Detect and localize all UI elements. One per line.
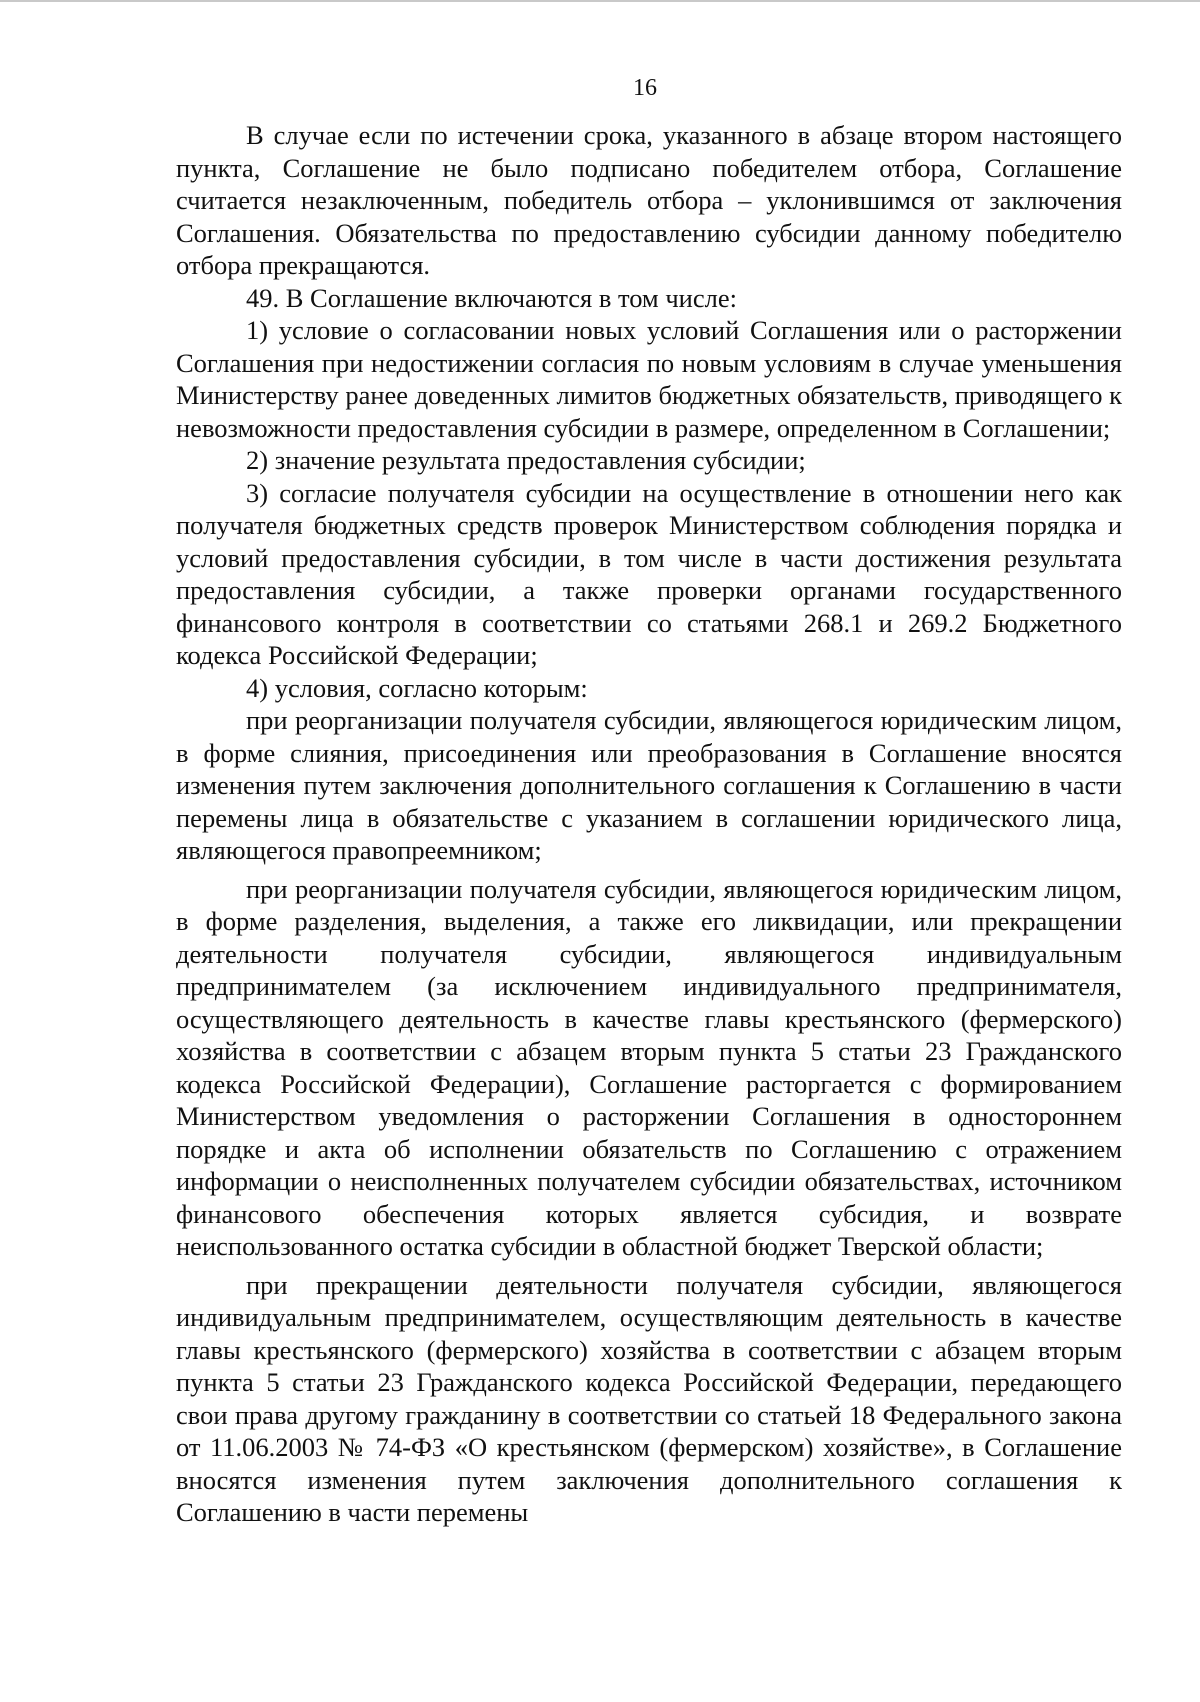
paragraph-item-1: 1) условие о согласовании новых условий Соглашения или о расторжении Соглашения при недостижении согласия по новым условиям в случае уменьшения Министерству ранее доведенных лимитов бюджетных обязательств, приводящего к невозможности предоставления субсидии в размере, определенном в Соглашении;: [176, 315, 1122, 443]
paragraph-item-3: 3) согласие получателя субсидии на осуществление в отношении него как получателя бюджетных средств проверок Министерством соблюдения порядка и условий предоставления субсидии, в том числе в части достижения результата предоставления субсидии, а также проверки органами государственного финансового контроля в соответствии со статьями 268.1 и 269.2 Бюджетного кодекса Российской Федерации;: [176, 477, 1122, 670]
scan-top-edge: [0, 0, 1200, 2]
page-number: 16: [633, 75, 657, 101]
paragraph-clause-49: 49. В Соглашение включаются в том числе:: [246, 282, 737, 313]
paragraph-reorganization-merger: при реорганизации получателя субсидии, являющегося юридическим лицом, в форме слияния, присоединения или преобразования в Соглашение вносятся изменения путем заключения дополнительного соглашения к Соглашению в части перемены лица в обязательстве с указанием в соглашении юридического лица, являющегося правопреемником;: [176, 705, 1122, 865]
document-body: [176, 119, 1122, 1529]
paragraph-item-2: 2) значение результата предоставления субсидии;: [246, 445, 806, 475]
paragraph-reorganization-division: при реорганизации получателя субсидии, являющегося юридическим лицом, в форме разделения, выделения, а также его ликвидации, или прекращении деятельности получателя субсидии, являющегося индивидуальным предпринимателем (за исключением индивидуального предпринимателя, осуществляющего деятельность в качестве главы крестьянского (фермерского) хозяйства в соответствии с абзацем вторым пункта 5 статьи 23 Гражданского кодекса Российской Федерации), Соглашение расторгается с формированием Министерством уведомления о расторжении Соглашения в одностороннем порядке и акта об исполнении обязательств по Соглашению с отражением информации о неисполненных получателем субсидии обязательствах, источником финансового обеспечения которых является субсидия, и возврате неиспользованного остатка субсидии в областной бюджет Тверской области;: [176, 873, 1122, 1261]
paragraph-item-4: 4) условия, согласно которым:: [246, 672, 588, 703]
paragraph-farm-termination: при прекращении деятельности получателя субсидии, являющегося индивидуальным предпринимателем, осуществляющим деятельность в качестве главы крестьянского (фермерского) хозяйства в соответствии с абзацем вторым пункта 5 статьи 23 Гражданского кодекса Российской Федерации, передающего свои права другому гражданину в соответствии со статьей 18 Федерального закона от 11.06.2003 № 74-ФЗ «О крестьянском (фермерском) хозяйстве», в Соглашение вносятся изменения путем заключения дополнительного соглашения к Соглашению в части перемены: [176, 1269, 1122, 1527]
paragraph-unsigned-agreement: В случае если по истечении срока, указанного в абзаце втором настоящего пункта, Соглашение не было подписано победителем отбора, Соглашение считается незаключенным, победитель отбора – уклонившимся от заключения Соглашения. Обязательства по предоставлению субсидии данному победителю отбора прекращаются.: [176, 120, 1122, 280]
